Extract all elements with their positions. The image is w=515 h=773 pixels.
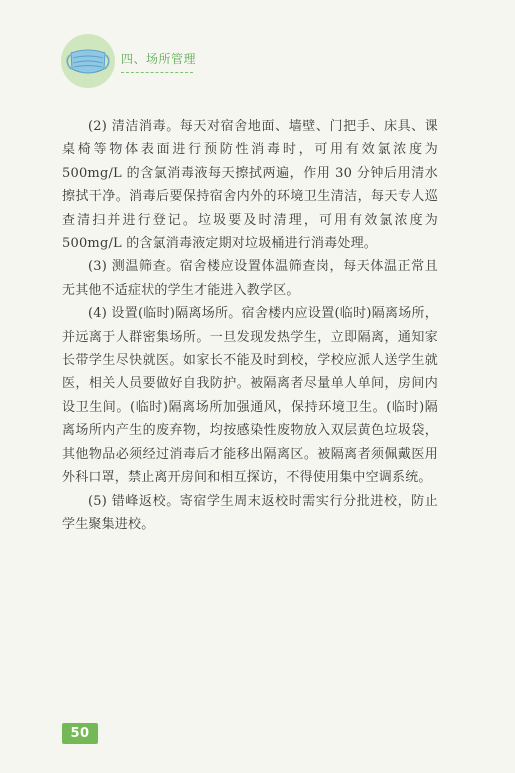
- paragraph-isolation-area: (4) 设置(临时)隔离场所。宿舍楼内应设置(临时)隔离场所，并远离于人群密集场所。一旦发现发热学生，立即隔离，通知家长带学生尽快就医。如家长不能及时到校，学校应派人送学生就医，相关人员要做好自我防护。被隔离者尽量单人单间，房间内设卫生间。(临时)隔离场所加强通风，保持环境卫生。(临时)隔离场所内产生的废弃物，均按感染性废物放入双层黄色垃圾袋，其他物品必须经过消毒后才能移出隔离区。被隔离者须佩戴医用外科口罩，禁止离开房间和相互探访，不得使用集中空调系统。: [62, 306, 438, 486]
- paragraph-cleaning-disinfection: (2) 清洁消毒。每天对宿舍地面、墙壁、门把手、床具、课桌椅等物体表面进行预防性消毒时，可用有效氯浓度为 500mg/L 的含氯消毒液每天擦拭两遍，作用 30 分钟后用清水擦拭干净。消毒后要保持宿舍内外的环境卫生清洁，每天专人巡查清扫并进行登记。垃圾要及时清理，可用有效氯浓度为 500mg/L 的含氯消毒液定期对垃圾桶进行消毒处理。: [62, 119, 438, 252]
- paragraph-staggered-return: (5) 错峰返校。寄宿学生周末返校时需实行分批进校，防止学生聚集进校。: [62, 493, 438, 532]
- section-title: 四、场所管理: [121, 52, 197, 66]
- paragraph-temperature-screening: (3) 测温筛查。宿舍楼应设置体温筛查岗，每天体温正常且无其他不适症状的学生才能进入教学区。: [62, 259, 438, 298]
- face-mask-icon: [60, 33, 116, 89]
- page-number: 50: [70, 726, 90, 741]
- page-number-badge: [62, 723, 98, 744]
- body-text: [62, 115, 438, 536]
- section-title-underline: [121, 72, 193, 73]
